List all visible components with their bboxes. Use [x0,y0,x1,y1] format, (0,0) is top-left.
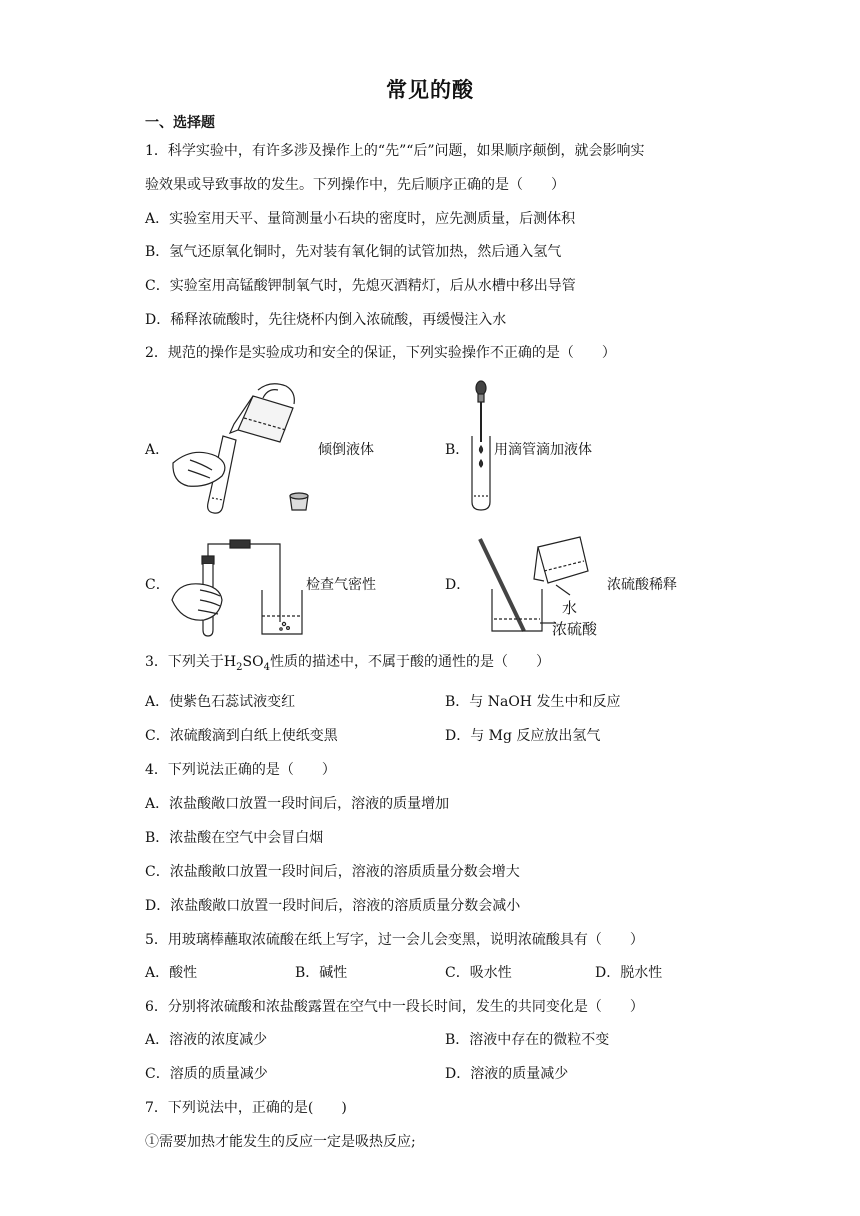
formula-subscript-2: 2 [236,661,243,673]
figure-d-acid-label: 浓硫酸 [552,620,598,638]
pouring-liquid-illustration [168,378,318,518]
question-6-option-b: B．溶液中存在的微粒不变 [445,1032,610,1048]
question-2-stem: 2．规范的操作是实验成功和安全的保证，下列实验操作不正确的是（ ） [145,345,616,361]
figure-d-letter: D． [445,577,471,593]
formula-so: SO [242,654,264,670]
question-1-option-b: B．氢气还原氧化铜时，先对装有氧化铜的试管加热，然后通入氢气 [145,244,562,260]
question-6-option-d: D．溶液的质量减少 [445,1066,569,1082]
question-4-option-b: B．浓盐酸在空气中会冒白烟 [145,830,324,846]
formula-subscript-4: 4 [263,661,270,673]
dropper-illustration [466,380,496,512]
question-5-option-c: C．吸水性 [445,965,512,981]
section-heading: 一、选择题 [145,115,215,131]
question-4-stem: 4．下列说法正确的是（ ） [145,762,336,778]
figure-b-caption: 用滴管滴加液体 [494,442,592,458]
question-3-option-d: D．与 Mg 反应放出氢气 [445,728,601,744]
question-1-option-d: D．稀释浓硫酸时，先往烧杯内倒入浓硫酸，再缓慢注入水 [145,312,507,328]
question-3-option-a: A．使紫色石蕊试液变红 [145,694,296,710]
page-title: 常见的酸 [386,78,474,102]
question-5-stem: 5．用玻璃棒蘸取浓硫酸在纸上写字，过一会儿会变黑，说明浓硫酸具有（ ） [145,932,644,948]
figure-d-caption: 浓硫酸稀释 [607,577,677,593]
question-1-option-c: C．实验室用高锰酸钾制氧气时，先熄灭酒精灯，后从水槽中移出导管 [145,278,576,294]
airtightness-check-illustration [170,532,310,640]
figure-c-caption: 检查气密性 [306,577,376,593]
question-6-stem: 6．分别将浓硫酸和浓盐酸露置在空气中一段长时间，发生的共同变化是（ ） [145,999,644,1015]
question-3-stem-post: 性质的描述中，不属于酸的通性的是（ ） [269,654,550,670]
figure-d-water-label: 水 [562,599,578,617]
question-1-stem-line-1: 1．科学实验中，有许多涉及操作上的“先”“后”问题，如果顺序颠倒，就会影响实 [145,143,645,159]
figure-a-caption: 倾倒液体 [318,442,374,458]
question-1-stem-line-2: 验效果或导致事故的发生。下列操作中，先后顺序正确的是（ ） [145,177,565,193]
figure-b-letter: B． [445,442,470,458]
figure-c-letter: C． [145,577,170,593]
question-3-stem-pre: 3．下列关于 [145,654,224,670]
figure-a-letter: A． [145,442,170,458]
question-1-option-a: A．实验室用天平、量筒测量小石块的密度时，应先测质量，后测体积 [145,211,576,227]
question-3-option-c: C．浓硫酸滴到白纸上使纸变黑 [145,728,338,744]
question-5-option-a: A．酸性 [145,965,198,981]
question-5-option-b: B．碱性 [295,965,348,981]
question-6-option-c: C．溶质的质量减少 [145,1066,268,1082]
question-4-option-c: C．浓盐酸敞口放置一段时间后，溶液的溶质质量分数会增大 [145,864,520,880]
question-4-option-a: A．浓盐酸敞口放置一段时间后，溶液的质量增加 [145,796,450,812]
question-7-stem: 7．下列说法中，正确的是( ) [145,1100,347,1116]
question-7-item-1: ①需要加热才能发生的反应一定是吸热反应; [145,1134,416,1150]
question-5-option-d: D．脱水性 [595,965,663,981]
sulfuric-acid-formula [223,654,270,673]
formula-h: H [223,654,237,670]
question-4-option-d: D．浓盐酸敞口放置一段时间后，溶液的溶质质量分数会减小 [145,898,521,914]
question-6-option-a: A．溶液的浓度减少 [145,1032,268,1048]
question-3-stem [145,652,550,678]
question-3-option-b: B．与 NaOH 发生中和反应 [445,694,621,710]
